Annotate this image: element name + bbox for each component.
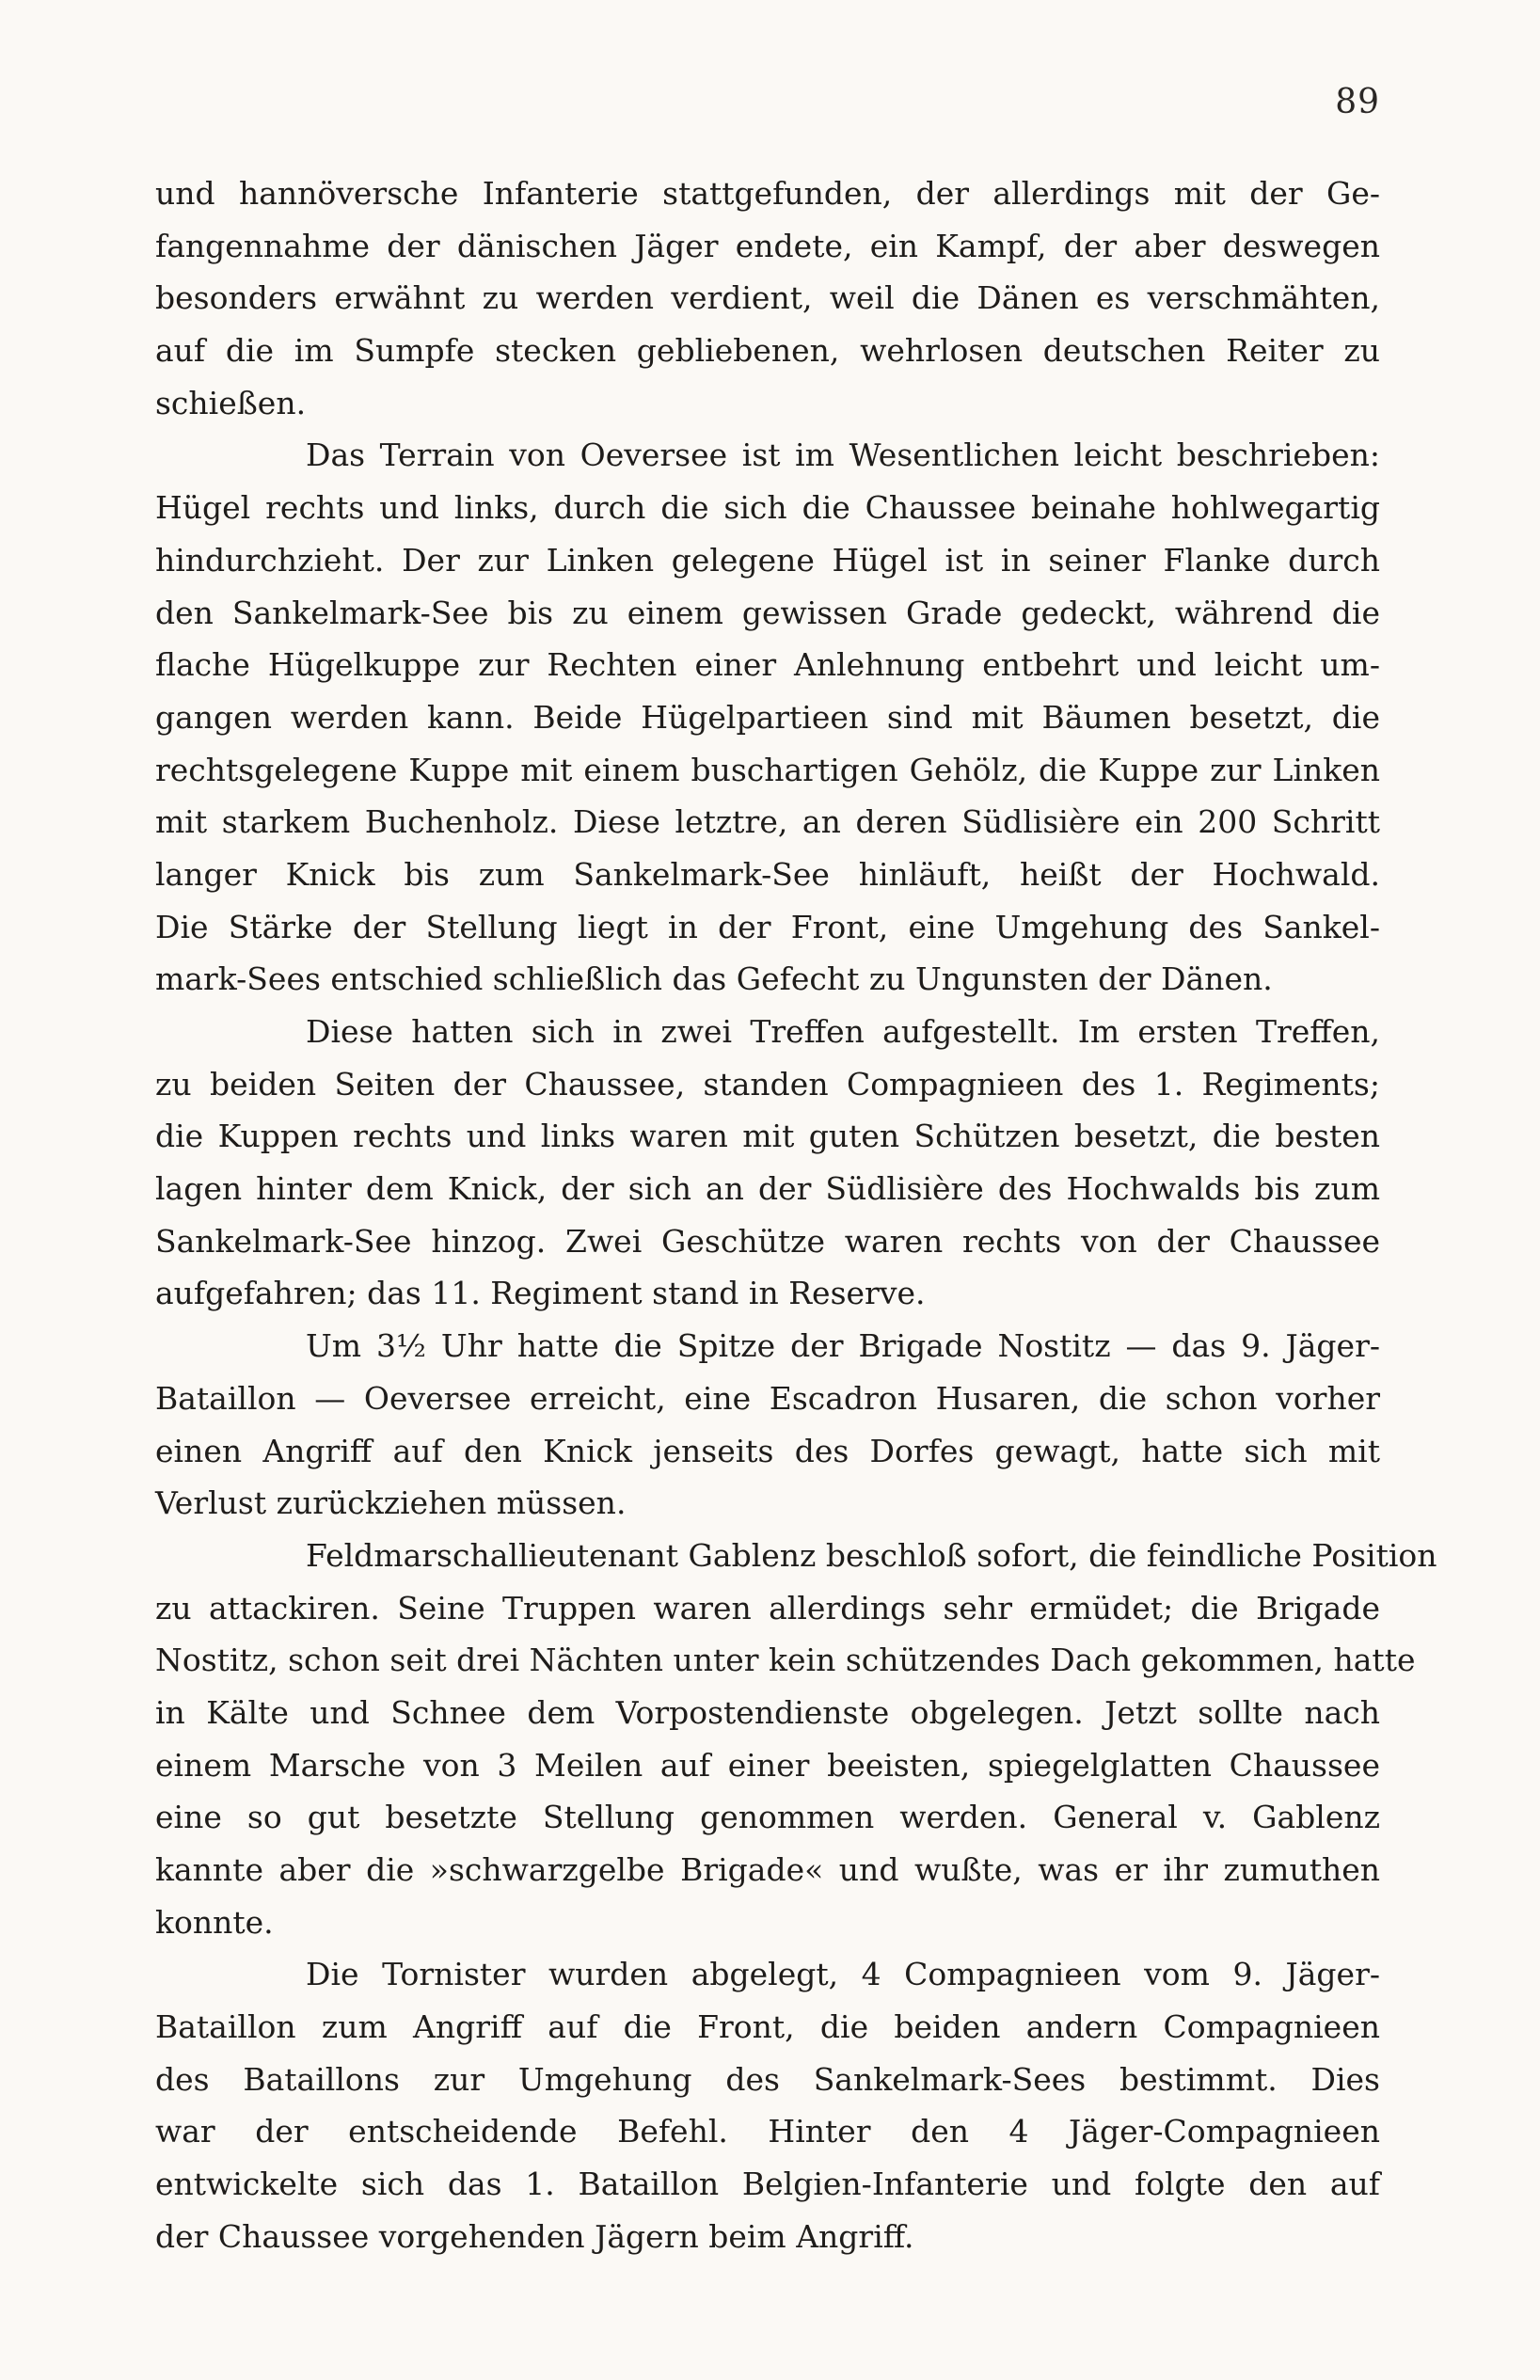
text-line: Hügel rechts und links, durch die sich die Chaussee beinahe hohlwegartig <box>155 489 1380 527</box>
text-line: lagen hinter dem Knick, der sich an der Südlisière des Hochwalds bis zum <box>155 1170 1380 1208</box>
text-line: eine so gut besetzte Stellung genommen werden. General v. Gablenz <box>155 1799 1380 1836</box>
text-line: den Sankelmark-See bis zu einem gewissen Grade gedeckt, während die <box>155 594 1380 631</box>
text-line: Verlust zurückziehen müssen. <box>155 1484 627 1522</box>
text-line: des Bataillons zur Umgehung des Sankelmark-Sees bestimmt. Dies <box>155 2060 1380 2098</box>
text-line: Um 3½ Uhr hatte die Spitze der Brigade Nostitz — das 9. Jäger- <box>306 1327 1380 1365</box>
text-line: in Kälte und Schnee dem Vorpostendienste obgelegen. Jetzt sollte nach <box>155 1693 1380 1731</box>
text-line: hindurchzieht. Der zur Linken gelegene Hügel ist in seiner Flanke durch <box>155 541 1380 579</box>
text-line: aufgefahren; das 11. Regiment stand in Reserve. <box>155 1275 926 1312</box>
text-line: Die Stärke der Stellung liegt in der Front, eine Umgehung des Sankel- <box>155 908 1380 945</box>
text-line: mark-Sees entschied schließlich das Gefecht zu Ungunsten der Dänen. <box>155 960 1273 998</box>
text-line: rechtsgelegene Kuppe mit einem buschartigen Gehölz, die Kuppe zur Linken <box>155 751 1380 788</box>
text-line: zu attackiren. Seine Truppen waren allerdings sehr ermüdet; die Brigade <box>155 1589 1380 1626</box>
text-line: Feldmarschallieutenant Gablenz beschloß sofort, die feindliche Position <box>306 1536 1437 1574</box>
text-line: langer Knick bis zum Sankelmark-See hinläuft, heißt der Hochwald. <box>155 855 1380 893</box>
text-line: einem Marsche von 3 Meilen auf einer beeisten, spiegelglatten Chaussee <box>155 1746 1380 1784</box>
text-line: der Chaussee vorgehenden Jägern beim Angriff. <box>155 2217 914 2255</box>
text-line: mit starkem Buchenholz. Diese letztre, an deren Südlisière ein 200 Schritt <box>155 803 1380 841</box>
text-line: Sankelmark-See hinzog. Zwei Geschütze waren rechts von der Chaussee <box>155 1222 1380 1260</box>
text-line: Nostitz, schon seit drei Nächten unter kein schützendes Dach gekommen, hatte <box>155 1642 1416 1679</box>
text-line: kannte aber die »schwarzgelbe Brigade« und wußte, was er ihr zumuthen <box>155 1851 1380 1888</box>
text-line: war der entscheidende Befehl. Hinter den 4 Jäger-Compagnieen <box>155 2113 1380 2150</box>
text-line: Das Terrain von Oeversee ist im Wesentlichen leicht beschrieben: <box>306 436 1380 474</box>
text-line: konnte. <box>155 1903 274 1941</box>
text-line: entwickelte sich das 1. Bataillon Belgien-Infanterie und folgte den auf <box>155 2166 1380 2203</box>
text-line: Bataillon zum Angriff auf die Front, die beiden andern Compagnieen <box>155 2008 1380 2046</box>
page-number: 89 <box>1335 83 1380 121</box>
text-line: einen Angriff auf den Knick jenseits des Dorfes gewagt, hatte sich mit <box>155 1432 1380 1469</box>
text-line: fangennahme der dänischen Jäger endete, ein Kampf, der aber deswegen <box>155 227 1380 264</box>
body-text <box>155 167 1437 2263</box>
text-line: Diese hatten sich in zwei Treffen aufgestellt. Im ersten Treffen, <box>306 1013 1380 1050</box>
text-line: Bataillon — Oeversee erreicht, eine Escadron Husaren, die schon vorher <box>155 1379 1380 1417</box>
text-line: und hannöversche Infanterie stattgefunden, der allerdings mit der Ge- <box>155 175 1380 212</box>
text-line: flache Hügelkuppe zur Rechten einer Anlehnung entbehrt und leicht um- <box>155 646 1380 684</box>
text-line: zu beiden Seiten der Chaussee, standen Compagnieen des 1. Regiments; <box>155 1065 1380 1103</box>
text-line: die Kuppen rechts und links waren mit guten Schützen besetzt, die besten <box>155 1118 1380 1155</box>
text-line: schießen. <box>155 384 307 421</box>
text-line: gangen werden kann. Beide Hügelpartieen sind mit Bäumen besetzt, die <box>155 698 1380 736</box>
text-line: Die Tornister wurden abgelegt, 4 Compagnieen vom 9. Jäger- <box>306 1956 1380 1993</box>
text-line: auf die im Sumpfe stecken gebliebenen, wehrlosen deutschen Reiter zu <box>155 332 1380 370</box>
text-line: besonders erwähnt zu werden verdient, weil die Dänen es verschmähten, <box>155 279 1380 317</box>
